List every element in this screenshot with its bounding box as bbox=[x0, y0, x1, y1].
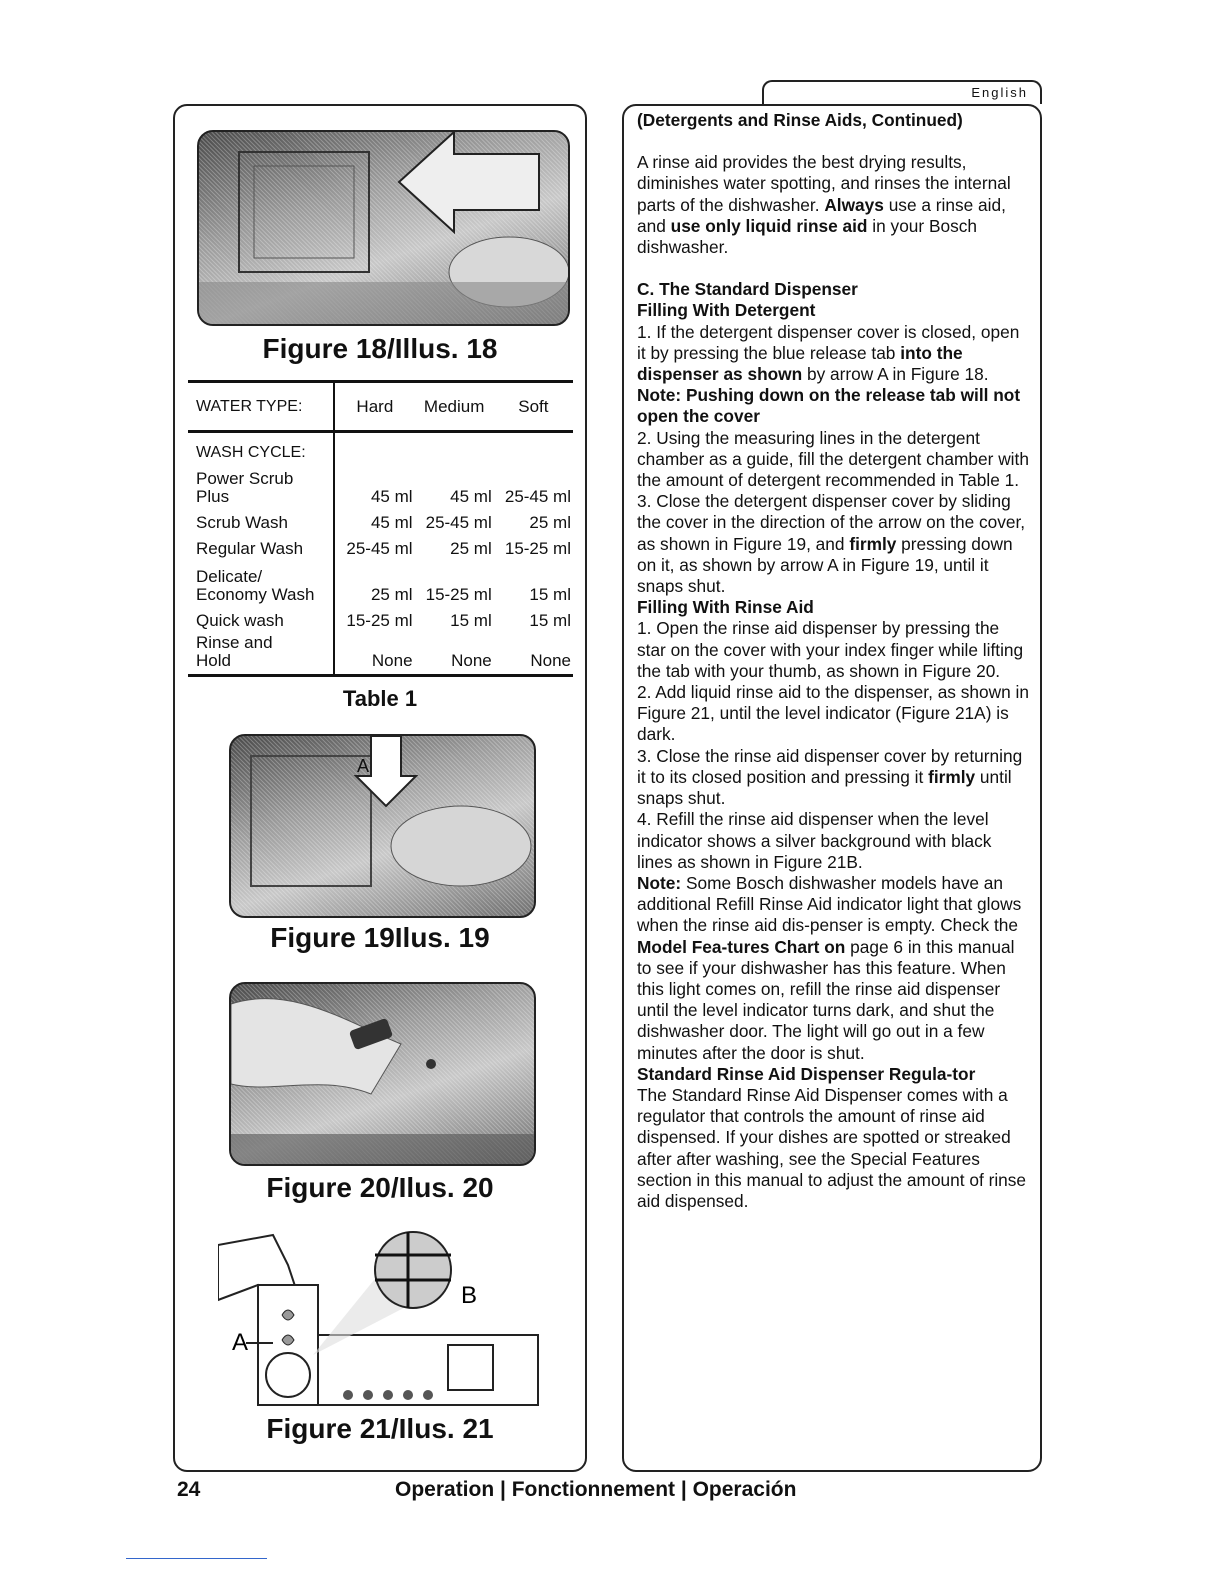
figure-21-diagram bbox=[218, 1225, 558, 1410]
table-row-label: Regular Wash bbox=[188, 532, 334, 558]
table-cell: 25 ml bbox=[450, 538, 492, 558]
table-cell: 25 ml bbox=[370, 584, 413, 604]
figure-18-arrow-graphic bbox=[199, 132, 570, 326]
water-type-table bbox=[188, 380, 573, 677]
table-cell: 15-25 ml bbox=[504, 538, 571, 558]
table-cell: 25-45 ml bbox=[425, 512, 492, 532]
intro-paragraph: A rinse aid provides the best drying results, diminishes water spotting, and rinses the internal parts of the dishwasher. Always use a rinse aid, and use only liquid rinse aid in your Bosch dishwasher. bbox=[637, 152, 1011, 258]
col-hard: Hard bbox=[356, 396, 394, 416]
divider bbox=[126, 1558, 267, 1559]
table-cell: 15 ml bbox=[529, 610, 571, 630]
table-cell: 15 ml bbox=[529, 584, 571, 604]
rinse-step-1: 1. Open the rinse aid dispenser by pressing the star on the cover with your index finger while lifting the tab with your thumb, as shown in Figure 20. bbox=[637, 618, 1024, 681]
rinse-step-3: 3. Close the rinse aid dispenser cover by returning it to its closed position and pressing it firmly until snaps shut. bbox=[637, 745, 1023, 809]
regulator-heading: Standard Rinse Aid Dispenser Regula-tor bbox=[637, 1063, 976, 1084]
table-cell: None bbox=[451, 651, 492, 670]
regulator-paragraph: The Standard Rinse Aid Dispenser comes with a regulator that controls the amount of rinse aid dispensed. If your dishes are spotted or streaked after after washing, see the Special Features section in this manual to adjust the amount of rinse aid dispensed. bbox=[637, 1084, 1027, 1211]
figure-18-caption: Figure 18/Illus. 18 bbox=[262, 333, 498, 364]
figure-20-caption: Figure 20/Ilus. 20 bbox=[266, 1172, 494, 1203]
table-cell: 45 ml bbox=[370, 512, 413, 532]
rinse-step-4: 4. Refill the rinse aid dispenser when the level indicator shows a silver background with black lines as shown in Figure 21B. bbox=[637, 809, 992, 872]
table-row-label: Quick wash bbox=[188, 604, 334, 630]
table-cell: 25-45 ml bbox=[346, 538, 413, 558]
section-heading: (Detergents and Rinse Aids, Continued) bbox=[637, 110, 963, 130]
figure-21-label-b: B bbox=[461, 1282, 478, 1309]
table-cell: 15-25 ml bbox=[425, 584, 492, 604]
table-row-label: Rinse and Hold bbox=[188, 630, 334, 676]
figure-21-label-a: A bbox=[232, 1329, 249, 1356]
figure-19-arrow-graphic bbox=[231, 736, 536, 918]
figure-19-label-a: A bbox=[357, 756, 370, 776]
page-number: 24 bbox=[177, 1478, 201, 1501]
figure-19-photo bbox=[229, 734, 536, 918]
detergent-step-2: 2. Using the measuring lines in the detergent chamber as a guide, fill the detergent chamber with the amount of detergent recommended in Table 1. bbox=[637, 427, 1029, 491]
table-cell: 25-45 ml bbox=[504, 486, 571, 506]
wash-cycle-label: WASH CYCLE: bbox=[188, 432, 334, 462]
detergent-step-1: 1. If the detergent dispenser cover is closed, open it by pressing the blue release tab into the dispenser as shown by arrow A in Figure 18. Note: Pushing down on the release tab will not open the cover bbox=[637, 321, 1021, 427]
table-cell: 25 ml bbox=[529, 512, 571, 532]
figure-21-caption: Figure 21/Ilus. 21 bbox=[266, 1413, 494, 1444]
footer-section-title: Operation | Fonctionnement | Operación bbox=[395, 1478, 797, 1501]
table-row-label: Scrub Wash bbox=[188, 506, 334, 532]
filling-rinse-heading: Filling With Rinse Aid bbox=[637, 597, 814, 618]
figure-20-photo bbox=[229, 982, 536, 1166]
filling-detergent-heading: Filling With Detergent bbox=[637, 300, 816, 321]
note-paragraph: Note: Some Bosch dishwasher models have an additional Refill Rinse Aid indicator light that glows when the rinse aid dis-penser is empty. Check the Model Fea-tures Chart on page 6 in this manual to see if your dishwasher has this feature. When this light comes on, refill the rinse aid dispenser until the level indicator turns dark, and shut the dishwasher door. The light will go out in a few minutes after the door is shut. bbox=[637, 872, 1022, 1063]
figure-20-graphic bbox=[231, 984, 536, 1166]
table-cell: None bbox=[530, 651, 571, 670]
water-type-label: WATER TYPE: bbox=[188, 382, 334, 432]
detergent-step-3: 3. Close the detergent dispenser cover by sliding the cover in the direction of the arrow on the cover, as shown in Figure 19, and firmly pressing down on it, as shown by arrow A in Figure 19, until it snaps shut. bbox=[637, 491, 1026, 597]
table-1-caption: Table 1 bbox=[342, 686, 418, 711]
table-row-label: Delicate/ Economy Wash bbox=[188, 558, 334, 604]
table-cell: 45 ml bbox=[450, 486, 492, 506]
col-medium: Medium bbox=[423, 396, 485, 416]
table-cell: 15-25 ml bbox=[346, 610, 413, 630]
figure-19-caption: Figure 19Ilus. 19 bbox=[270, 922, 490, 953]
rinse-step-2: 2. Add liquid rinse aid to the dispenser, as shown in Figure 21, until the level indicator (Figure 21A) is dark. bbox=[637, 682, 1029, 745]
right-column-text bbox=[637, 110, 1029, 1212]
table-cell: None bbox=[371, 651, 413, 670]
table-cell: 15 ml bbox=[450, 610, 492, 630]
language-tab: English bbox=[762, 80, 1042, 104]
table-cell: 45 ml bbox=[370, 486, 413, 506]
figure-18-photo bbox=[197, 130, 570, 326]
col-soft: Soft bbox=[518, 396, 549, 416]
table-row-label: Power Scrub Plus bbox=[188, 462, 334, 506]
standard-dispenser-heading: C. The Standard Dispenser bbox=[637, 279, 858, 300]
